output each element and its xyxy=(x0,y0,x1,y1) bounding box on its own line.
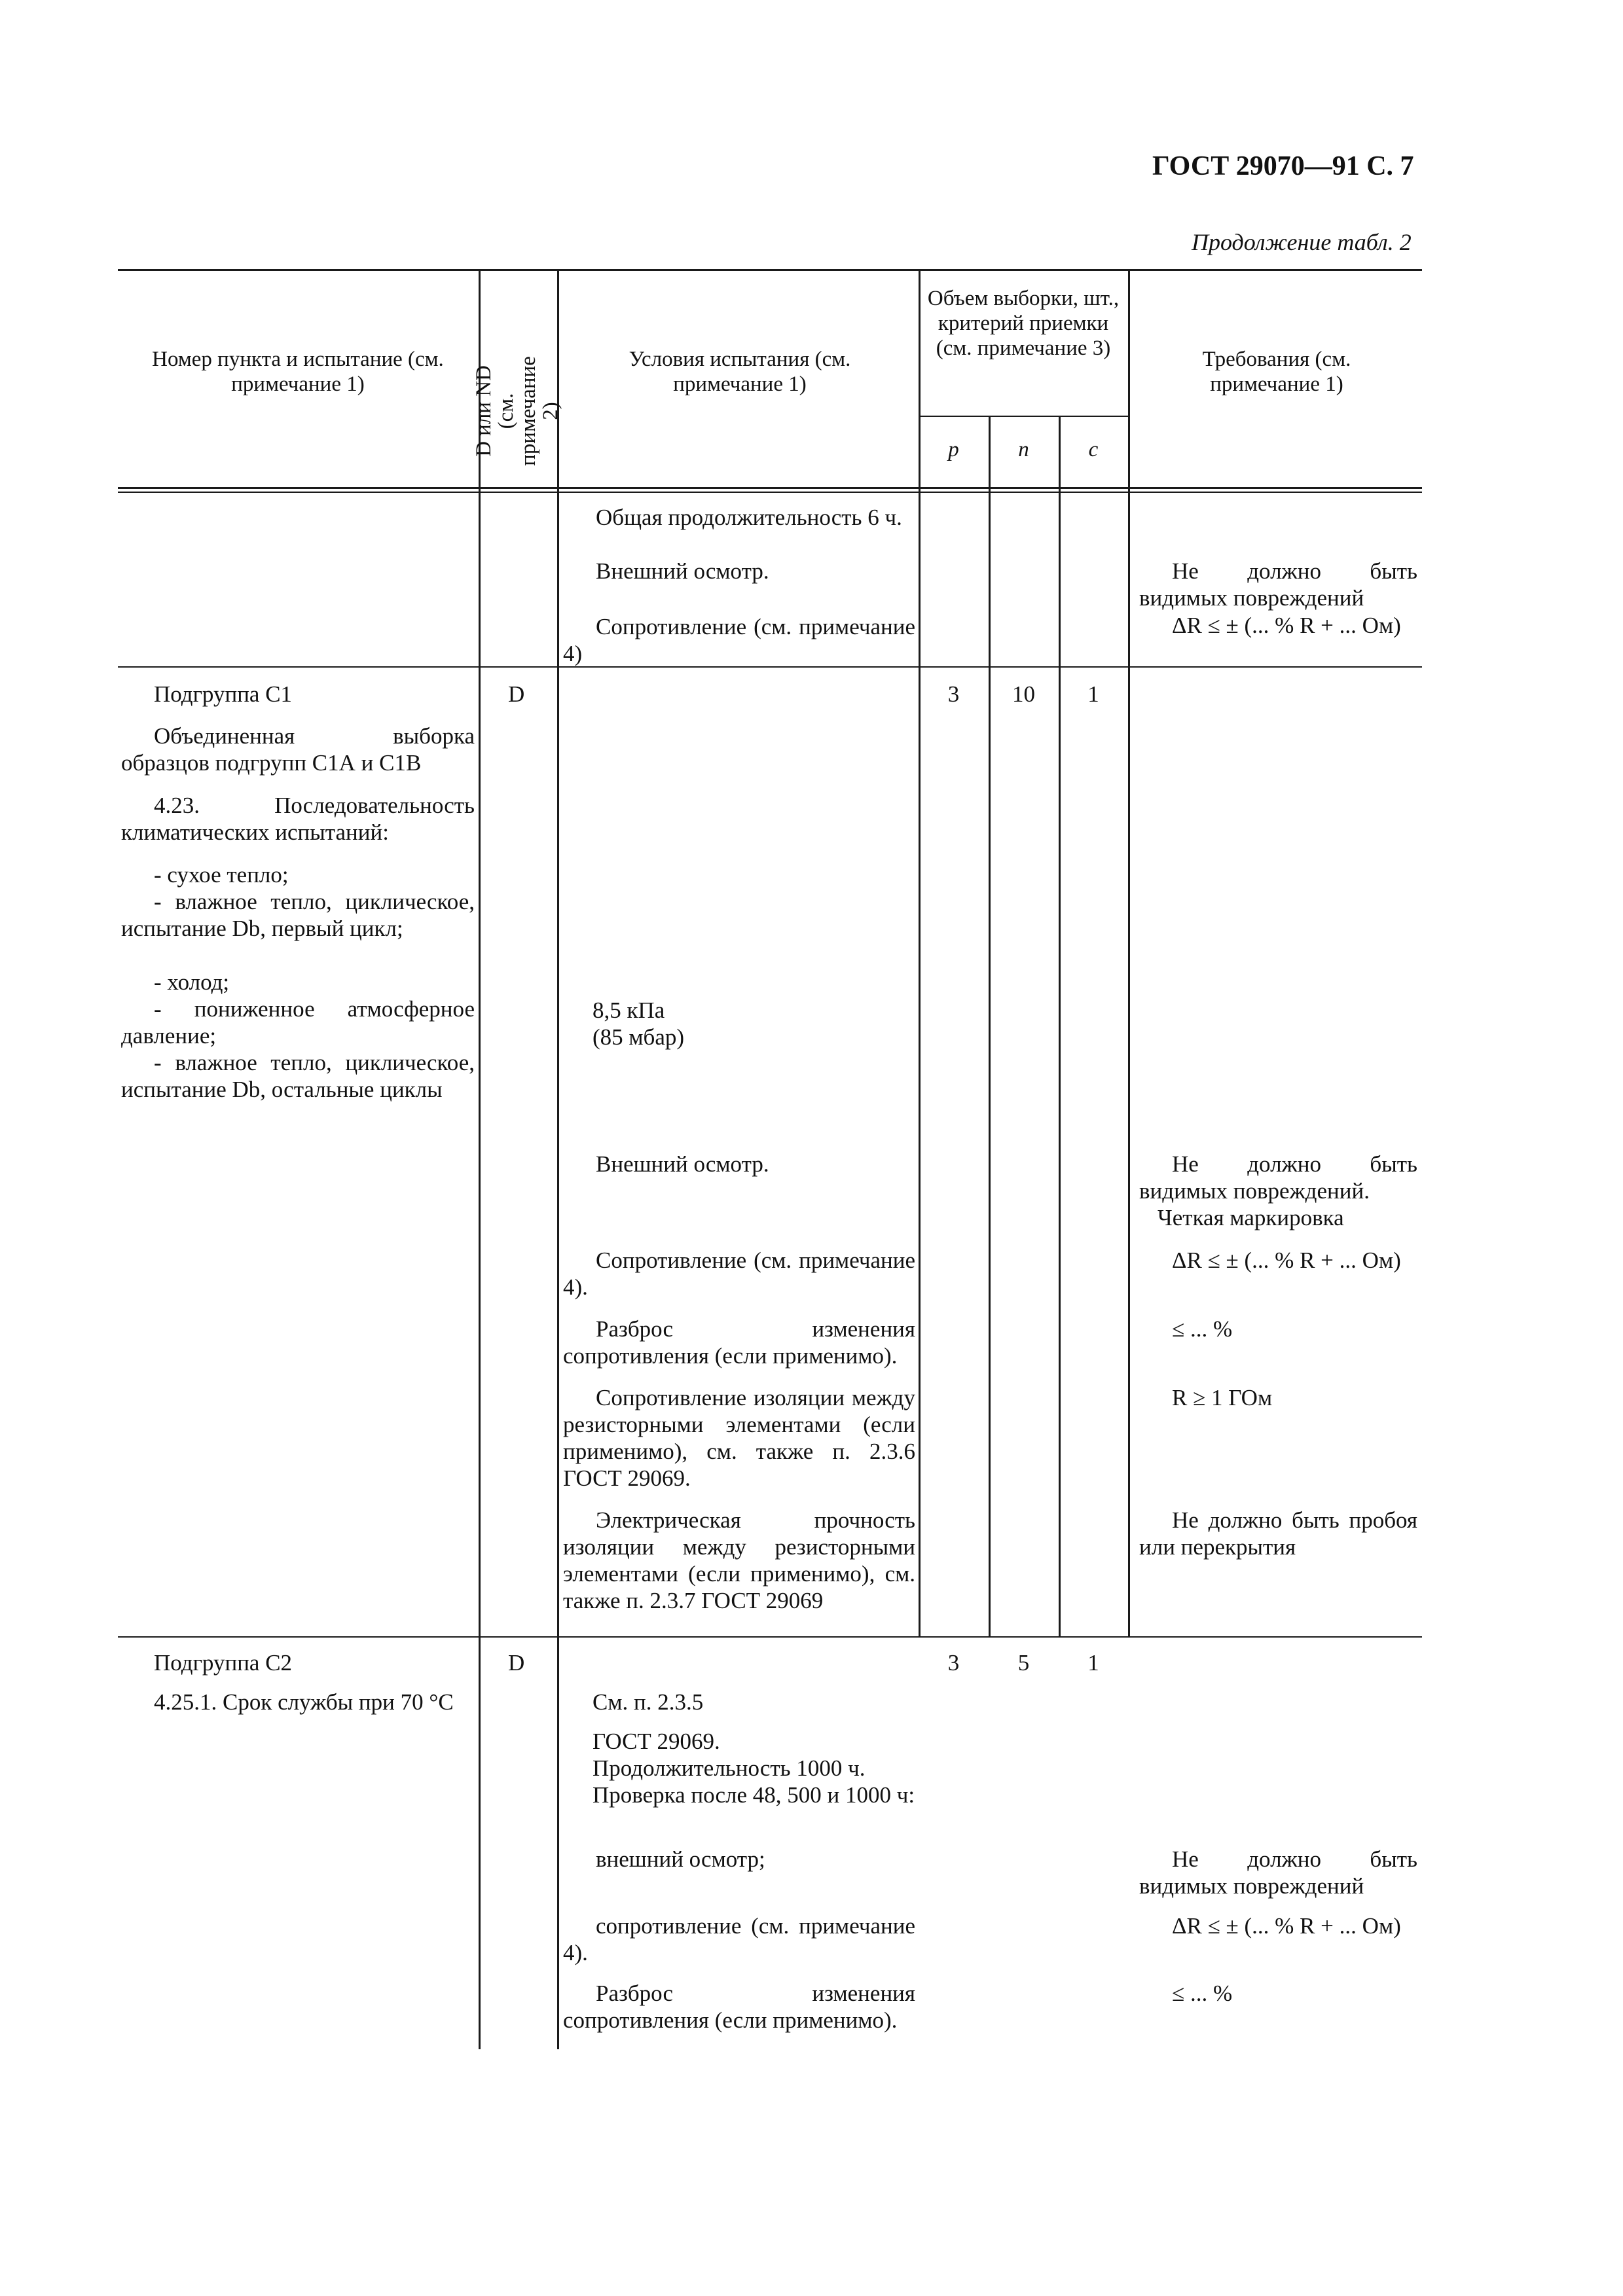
c2-cond-gost: ГОСТ 29069. xyxy=(593,1729,720,1754)
header-p: p xyxy=(948,438,959,461)
header-d-or-nd: D или ND (см. примечание 2) xyxy=(472,356,562,466)
c1-cond-resistance: Сопротивление (см. примечание 4). xyxy=(563,1247,915,1300)
c1-pressure-kpa: 8,5 кПа xyxy=(593,997,665,1023)
c2-p-value: 3 xyxy=(947,1650,960,1676)
c1-cond-visual-inspection: Внешний осмотр. xyxy=(596,1151,769,1177)
c1-combined-sample: Объединенная выборка образцов подгрупп С1А и С1В xyxy=(121,723,475,776)
c2-req-resistance-change: ΔR ≤ ± (... % R + ... Ом) xyxy=(1172,1913,1401,1939)
c1-req-insulation: R ≥ 1 ГОм xyxy=(1172,1385,1273,1410)
c1-req-spread: ≤ ... % xyxy=(1172,1316,1233,1342)
c2-cond-resistance-spread: Разброс изменения сопротивления (если применимо). xyxy=(563,1981,915,2033)
c1-cond-insulation-resistance: Сопротивление изоляции между резисторными элементами (если применимо), см. также п. 2.3.6 ГОСТ 29069. xyxy=(563,1385,915,1491)
c1-req-resistance-change: ΔR ≤ ± (... % R + ... Ом) xyxy=(1172,1247,1401,1273)
c1-pressure-mbar: (85 мбар) xyxy=(593,1024,685,1050)
c2-d-value: D xyxy=(508,1650,525,1676)
header-c: c xyxy=(1088,438,1099,461)
c1-damp-heat-first-cycle: - влажное тепло, циклическое, испытание Db, первый цикл; xyxy=(121,889,475,941)
c2-req-no-damage: Не должно быть видимых повреждений xyxy=(1139,1846,1417,1899)
c1-damp-heat-remaining-cycles: - влажное тепло, циклическое, испытание Db, остальные циклы xyxy=(121,1050,475,1102)
c2-cond-resistance: сопротивление (см. примечание 4). xyxy=(563,1913,915,1965)
table-continuation-label: Продолжение табл. 2 xyxy=(1192,229,1412,255)
c2-clause-endurance: 4.25.1. Срок службы при 70 °С xyxy=(154,1689,454,1715)
header-requirements: Требования (см. примечание 1) xyxy=(1202,348,1351,396)
c1-c-value: 1 xyxy=(1087,681,1099,707)
c1-low-air-pressure: - пониженное атмосферное давление; xyxy=(121,996,475,1049)
cond-resistance: Сопротивление (см. примечание 4) xyxy=(563,614,915,666)
c1-clause-climatic-sequence: 4.23. Последовательность климатических испытаний: xyxy=(121,793,475,845)
c2-n-value: 5 xyxy=(1017,1650,1030,1676)
c2-cond-duration: Продолжительность 1000 ч. xyxy=(593,1755,866,1781)
c1-cond-resistance-spread: Разброс изменения сопротивления (если применимо). xyxy=(563,1316,915,1369)
subgroup-c2-title: Подгруппа С2 xyxy=(154,1650,293,1676)
header-sample-size: Объем выборки, шт., критерий приемки (см. примечание 3) xyxy=(927,287,1120,360)
req-no-damage: Не должно быть видимых повреждений xyxy=(1139,558,1417,611)
c1-dry-heat: - сухое тепло; xyxy=(154,862,289,888)
c2-req-spread: ≤ ... % xyxy=(1172,1981,1233,2006)
req-resistance-change: ΔR ≤ ± (... % R + ... Ом) xyxy=(1172,613,1401,638)
header-n: n xyxy=(1018,438,1029,461)
document-reference: ГОСТ 29070—91 С. 7 xyxy=(1152,151,1414,181)
header-item-and-test: Номер пункта и испытание (см. примечание 1) xyxy=(152,348,444,396)
c1-req-no-damage: Не должно быть видимых повреждений. xyxy=(1139,1151,1417,1204)
c1-p-value: 3 xyxy=(947,681,960,707)
c1-req-no-breakdown: Не должно быть пробоя или перекрытия xyxy=(1139,1507,1417,1560)
c1-cold: - холод; xyxy=(154,969,230,995)
cond-visual-inspection: Внешний осмотр. xyxy=(596,558,769,584)
subgroup-c1-title: Подгруппа С1 xyxy=(154,681,293,707)
cond-total-duration: Общая продолжительность 6 ч. xyxy=(596,505,902,530)
header-test-conditions: Условия испытания (см. примечание 1) xyxy=(629,348,851,396)
c1-req-clear-marking: Четкая маркировка xyxy=(1158,1205,1344,1230)
c1-d-value: D xyxy=(508,681,525,707)
c1-n-value: 10 xyxy=(1012,681,1035,707)
c2-cond-visual-inspection: внешний осмотр; xyxy=(596,1846,765,1872)
c2-c-value: 1 xyxy=(1087,1650,1099,1676)
c2-cond-see-clause: См. п. 2.3.5 xyxy=(593,1689,704,1715)
c2-cond-check-after: Проверка после 48, 500 и 1000 ч: xyxy=(593,1782,915,1808)
c1-cond-dielectric-strength: Электрическая прочность изоляции между резисторными элементами (если применимо), см. также п. 2.3.7 ГОСТ 29069 xyxy=(563,1507,915,1613)
